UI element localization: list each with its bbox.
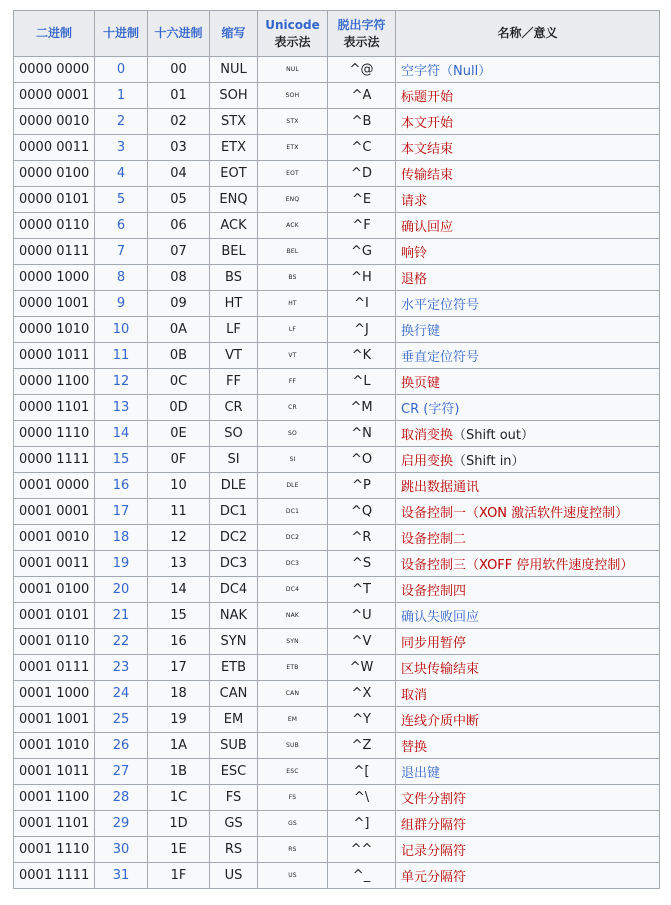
- decimal-link[interactable]: 30: [95, 837, 148, 863]
- binary-cell: 0000 1011: [14, 343, 95, 369]
- binary-cell: 0001 1101: [14, 811, 95, 837]
- abbr-cell: NAK: [210, 603, 258, 629]
- name-link[interactable]: 标题开始: [401, 90, 454, 105]
- name-cell: [396, 265, 660, 291]
- unicode-symbol: ENQ: [258, 187, 328, 213]
- table-row: [14, 681, 660, 707]
- name-cell: [396, 837, 660, 863]
- binary-cell: 0000 1010: [14, 317, 95, 343]
- decimal-link[interactable]: 27: [95, 759, 148, 785]
- decimal-link[interactable]: 19: [95, 551, 148, 577]
- name-cell: [396, 187, 660, 213]
- escape-cell: ^U: [328, 603, 396, 629]
- binary-cell: 0000 1100: [14, 369, 95, 395]
- hex-cell: 1C: [148, 785, 210, 811]
- name-cell: [396, 447, 660, 473]
- name-link[interactable]: 响铃: [401, 246, 428, 261]
- abbr-cell: VT: [210, 343, 258, 369]
- binary-cell: 0000 0111: [14, 239, 95, 265]
- escape-cell: ^H: [328, 265, 396, 291]
- unicode-symbol: HT: [258, 291, 328, 317]
- abbr-cell: ENQ: [210, 187, 258, 213]
- hex-cell: 18: [148, 681, 210, 707]
- decimal-link[interactable]: 29: [95, 811, 148, 837]
- escape-cell: ^A: [328, 83, 396, 109]
- table-row: [14, 447, 660, 473]
- abbr-cell: LF: [210, 317, 258, 343]
- abbr-cell: FS: [210, 785, 258, 811]
- abbr-cell: EOT: [210, 161, 258, 187]
- name-link[interactable]: 设备控制四: [401, 584, 467, 599]
- binary-cell: 0001 0110: [14, 629, 95, 655]
- hex-cell: 1D: [148, 811, 210, 837]
- decimal-link[interactable]: 25: [95, 707, 148, 733]
- escape-cell: ^]: [328, 811, 396, 837]
- decimal-link[interactable]: 26: [95, 733, 148, 759]
- binary-cell: 0000 0010: [14, 109, 95, 135]
- binary-cell: 0000 1111: [14, 447, 95, 473]
- table-row: [14, 187, 660, 213]
- name-link[interactable]: 取消: [401, 688, 428, 703]
- hex-cell: 14: [148, 577, 210, 603]
- table-row: [14, 421, 660, 447]
- abbr-cell: GS: [210, 811, 258, 837]
- name-link[interactable]: 设备控制二: [401, 532, 467, 547]
- table-row: [14, 603, 660, 629]
- abbr-cell: SO: [210, 421, 258, 447]
- binary-cell: 0000 1110: [14, 421, 95, 447]
- abbr-cell: SYN: [210, 629, 258, 655]
- abbr-cell: DC1: [210, 499, 258, 525]
- binary-cell: 0000 0001: [14, 83, 95, 109]
- escape-cell: ^G: [328, 239, 396, 265]
- name-link[interactable]: 退出键: [401, 766, 441, 781]
- unicode-symbol: DLE: [258, 473, 328, 499]
- abbr-cell: DLE: [210, 473, 258, 499]
- name-link[interactable]: 确认失败回应: [401, 610, 480, 625]
- table-row: [14, 161, 660, 187]
- name-link[interactable]: 换行键: [401, 324, 441, 339]
- name-note: （Shift out）: [453, 428, 534, 443]
- unicode-symbol: NAK: [258, 603, 328, 629]
- name-cell: [396, 109, 660, 135]
- hex-cell: 09: [148, 291, 210, 317]
- name-cell: [396, 213, 660, 239]
- name-link[interactable]: 启用变换: [401, 454, 454, 469]
- escape-cell: ^^: [328, 837, 396, 863]
- table-row: [14, 369, 660, 395]
- name-cell: [396, 551, 660, 577]
- header-decimal[interactable]: 十进制: [95, 11, 148, 57]
- unicode-symbol: VT: [258, 343, 328, 369]
- name-link[interactable]: 组群分隔符: [401, 818, 467, 833]
- hex-cell: 02: [148, 109, 210, 135]
- decimal-link[interactable]: 16: [95, 473, 148, 499]
- table-row: [14, 395, 660, 421]
- escape-cell: ^L: [328, 369, 396, 395]
- unicode-symbol: SO: [258, 421, 328, 447]
- name-link[interactable]: 请求: [401, 194, 428, 209]
- binary-cell: 0000 0110: [14, 213, 95, 239]
- binary-cell: 0001 1000: [14, 681, 95, 707]
- abbr-cell: NUL: [210, 57, 258, 83]
- header-binary[interactable]: 二进制: [14, 11, 95, 57]
- escape-cell: ^I: [328, 291, 396, 317]
- name-cell: [396, 525, 660, 551]
- decimal-link[interactable]: 3: [95, 135, 148, 161]
- escape-cell: ^F: [328, 213, 396, 239]
- unicode-symbol: BS: [258, 265, 328, 291]
- binary-cell: 0001 1111: [14, 863, 95, 889]
- binary-cell: 0000 0011: [14, 135, 95, 161]
- hex-cell: 0E: [148, 421, 210, 447]
- decimal-link[interactable]: 23: [95, 655, 148, 681]
- binary-cell: 0001 0100: [14, 577, 95, 603]
- name-cell: [396, 681, 660, 707]
- hex-cell: 1E: [148, 837, 210, 863]
- table-row: [14, 551, 660, 577]
- name-cell: [396, 577, 660, 603]
- binary-cell: 0001 1010: [14, 733, 95, 759]
- decimal-link[interactable]: 8: [95, 265, 148, 291]
- abbr-cell: RS: [210, 837, 258, 863]
- decimal-link[interactable]: 24: [95, 681, 148, 707]
- name-link[interactable]: 同步用暂停: [401, 636, 467, 651]
- escape-cell: ^[: [328, 759, 396, 785]
- name-cell: [396, 759, 660, 785]
- binary-cell: 0000 1001: [14, 291, 95, 317]
- name-link[interactable]: 跳出数据通讯: [401, 480, 480, 495]
- binary-cell: 0001 1110: [14, 837, 95, 863]
- decimal-link[interactable]: 5: [95, 187, 148, 213]
- name-link[interactable]: 垂直定位符号: [401, 350, 480, 365]
- table-row: [14, 473, 660, 499]
- name-link[interactable]: 确认回应: [401, 220, 454, 235]
- unicode-symbol: CR: [258, 395, 328, 421]
- unicode-symbol: RS: [258, 837, 328, 863]
- abbr-cell: BS: [210, 265, 258, 291]
- decimal-link[interactable]: 10: [95, 317, 148, 343]
- abbr-cell: HT: [210, 291, 258, 317]
- name-cell: [396, 499, 660, 525]
- name-link[interactable]: 取消变换: [401, 428, 454, 443]
- escape-cell: ^@: [328, 57, 396, 83]
- unicode-symbol: ETB: [258, 655, 328, 681]
- hex-cell: 07: [148, 239, 210, 265]
- escape-cell: ^B: [328, 109, 396, 135]
- unicode-symbol: DC2: [258, 525, 328, 551]
- name-link[interactable]: 区块传输结束: [401, 662, 480, 677]
- decimal-link[interactable]: 20: [95, 577, 148, 603]
- table-row: [14, 577, 660, 603]
- name-cell: [396, 343, 660, 369]
- escape-cell: ^N: [328, 421, 396, 447]
- name-cell: [396, 707, 660, 733]
- unicode-symbol: ETX: [258, 135, 328, 161]
- decimal-link[interactable]: 14: [95, 421, 148, 447]
- name-link[interactable]: 传输结束: [401, 168, 454, 183]
- ascii-control-table: [13, 10, 660, 889]
- unicode-symbol: EM: [258, 707, 328, 733]
- header-abbr[interactable]: 缩写: [210, 11, 258, 57]
- table-row: [14, 499, 660, 525]
- hex-cell: 05: [148, 187, 210, 213]
- name-link[interactable]: 换页键: [401, 376, 441, 391]
- hex-cell: 16: [148, 629, 210, 655]
- abbr-cell: ETB: [210, 655, 258, 681]
- abbr-cell: ETX: [210, 135, 258, 161]
- escape-cell: ^S: [328, 551, 396, 577]
- escape-cell: ^M: [328, 395, 396, 421]
- table-row: [14, 213, 660, 239]
- decimal-link[interactable]: 17: [95, 499, 148, 525]
- decimal-link[interactable]: 9: [95, 291, 148, 317]
- name-link[interactable]: 本文结束: [401, 142, 454, 157]
- escape-cell: ^Y: [328, 707, 396, 733]
- table-row: [14, 239, 660, 265]
- abbr-cell: EM: [210, 707, 258, 733]
- binary-cell: 0001 0101: [14, 603, 95, 629]
- escape-cell: ^Q: [328, 499, 396, 525]
- hex-cell: 1F: [148, 863, 210, 889]
- hex-cell: 10: [148, 473, 210, 499]
- abbr-cell: DC3: [210, 551, 258, 577]
- hex-cell: 13: [148, 551, 210, 577]
- name-cell: [396, 83, 660, 109]
- unicode-symbol: NUL: [258, 57, 328, 83]
- decimal-link[interactable]: 22: [95, 629, 148, 655]
- name-cell: [396, 291, 660, 317]
- decimal-link[interactable]: 2: [95, 109, 148, 135]
- header-name: 名称／意义: [396, 11, 660, 57]
- name-link[interactable]: 记录分隔符: [401, 844, 467, 859]
- decimal-link[interactable]: 15: [95, 447, 148, 473]
- name-link[interactable]: CR (字符): [401, 402, 460, 417]
- hex-cell: 15: [148, 603, 210, 629]
- escape-cell: ^P: [328, 473, 396, 499]
- escape-cell: ^D: [328, 161, 396, 187]
- hex-cell: 17: [148, 655, 210, 681]
- escape-cell: ^K: [328, 343, 396, 369]
- escape-cell: ^X: [328, 681, 396, 707]
- hex-cell: 0B: [148, 343, 210, 369]
- table-row: [14, 837, 660, 863]
- hex-cell: 1B: [148, 759, 210, 785]
- name-note: （Shift in）: [453, 454, 525, 469]
- unicode-symbol: US: [258, 863, 328, 889]
- table-row: [14, 629, 660, 655]
- decimal-link[interactable]: 4: [95, 161, 148, 187]
- hex-cell: 01: [148, 83, 210, 109]
- table-row: [14, 343, 660, 369]
- binary-cell: 0001 0000: [14, 473, 95, 499]
- hex-cell: 03: [148, 135, 210, 161]
- table-row: [14, 109, 660, 135]
- escape-cell: ^_: [328, 863, 396, 889]
- escape-cell: ^\: [328, 785, 396, 811]
- table-row: [14, 785, 660, 811]
- hex-cell: 0A: [148, 317, 210, 343]
- name-link[interactable]: 空字符（Null）: [401, 64, 492, 79]
- binary-cell: 0001 0011: [14, 551, 95, 577]
- name-cell: [396, 629, 660, 655]
- abbr-cell: ACK: [210, 213, 258, 239]
- abbr-cell: SOH: [210, 83, 258, 109]
- hex-cell: 0D: [148, 395, 210, 421]
- name-cell: [396, 733, 660, 759]
- unicode-symbol: LF: [258, 317, 328, 343]
- table-row: [14, 655, 660, 681]
- abbr-cell: ESC: [210, 759, 258, 785]
- decimal-link[interactable]: 18: [95, 525, 148, 551]
- table-row: [14, 525, 660, 551]
- name-link[interactable]: 替换: [401, 740, 428, 755]
- decimal-link[interactable]: 0: [95, 57, 148, 83]
- hex-cell: 12: [148, 525, 210, 551]
- header-escape[interactable]: 脱出字符 表示法: [328, 11, 396, 57]
- abbr-cell: STX: [210, 109, 258, 135]
- hex-cell: 04: [148, 161, 210, 187]
- unicode-symbol: SOH: [258, 83, 328, 109]
- name-link[interactable]: 退格: [401, 272, 428, 287]
- name-cell: [396, 473, 660, 499]
- name-link[interactable]: 本文开始: [401, 116, 454, 131]
- name-link[interactable]: 水平定位符号: [401, 298, 480, 313]
- name-cell: [396, 135, 660, 161]
- escape-cell: ^T: [328, 577, 396, 603]
- name-cell: [396, 317, 660, 343]
- binary-cell: 0001 0010: [14, 525, 95, 551]
- table-row: [14, 863, 660, 889]
- table-row: [14, 265, 660, 291]
- table-row: [14, 733, 660, 759]
- escape-cell: ^R: [328, 525, 396, 551]
- unicode-symbol: FS: [258, 785, 328, 811]
- binary-cell: 0000 0000: [14, 57, 95, 83]
- name-link[interactable]: 设备控制三（XOFF 停用软件速度控制）: [401, 558, 634, 573]
- table-row: [14, 83, 660, 109]
- unicode-symbol: BEL: [258, 239, 328, 265]
- abbr-cell: FF: [210, 369, 258, 395]
- unicode-symbol: GS: [258, 811, 328, 837]
- unicode-symbol: CAN: [258, 681, 328, 707]
- table-row: [14, 759, 660, 785]
- name-cell: [396, 161, 660, 187]
- escape-cell: ^W: [328, 655, 396, 681]
- table-row: [14, 135, 660, 161]
- hex-cell: 11: [148, 499, 210, 525]
- decimal-link[interactable]: 7: [95, 239, 148, 265]
- name-link[interactable]: 连线介质中断: [401, 714, 480, 729]
- binary-cell: 0000 1000: [14, 265, 95, 291]
- unicode-symbol: DC1: [258, 499, 328, 525]
- header-row: [14, 11, 660, 57]
- abbr-cell: DC2: [210, 525, 258, 551]
- escape-cell: ^E: [328, 187, 396, 213]
- header-hex[interactable]: 十六进制: [148, 11, 210, 57]
- abbr-cell: US: [210, 863, 258, 889]
- unicode-symbol: ESC: [258, 759, 328, 785]
- name-cell: [396, 603, 660, 629]
- abbr-cell: SI: [210, 447, 258, 473]
- decimal-link[interactable]: 31: [95, 863, 148, 889]
- unicode-symbol: DC4: [258, 577, 328, 603]
- hex-cell: 1A: [148, 733, 210, 759]
- decimal-link[interactable]: 12: [95, 369, 148, 395]
- decimal-link[interactable]: 21: [95, 603, 148, 629]
- abbr-cell: DC4: [210, 577, 258, 603]
- binary-cell: 0000 0100: [14, 161, 95, 187]
- hex-cell: 19: [148, 707, 210, 733]
- name-cell: [396, 239, 660, 265]
- decimal-link[interactable]: 11: [95, 343, 148, 369]
- unicode-symbol: FF: [258, 369, 328, 395]
- table-row: [14, 317, 660, 343]
- abbr-cell: CR: [210, 395, 258, 421]
- binary-cell: 0001 1100: [14, 785, 95, 811]
- decimal-link[interactable]: 1: [95, 83, 148, 109]
- name-cell: [396, 421, 660, 447]
- binary-cell: 0001 1001: [14, 707, 95, 733]
- name-cell: [396, 369, 660, 395]
- unicode-symbol: EOT: [258, 161, 328, 187]
- header-unicode[interactable]: Unicode 表示法: [258, 11, 328, 57]
- binary-cell: 0001 0001: [14, 499, 95, 525]
- unicode-symbol: DC3: [258, 551, 328, 577]
- decimal-link[interactable]: 6: [95, 213, 148, 239]
- hex-cell: 0C: [148, 369, 210, 395]
- abbr-cell: SUB: [210, 733, 258, 759]
- name-cell: [396, 785, 660, 811]
- escape-cell: ^C: [328, 135, 396, 161]
- name-link[interactable]: 文件分割符: [401, 792, 467, 807]
- escape-cell: ^J: [328, 317, 396, 343]
- unicode-symbol: ACK: [258, 213, 328, 239]
- decimal-link[interactable]: 13: [95, 395, 148, 421]
- binary-cell: 0000 1101: [14, 395, 95, 421]
- table-row: [14, 57, 660, 83]
- name-link[interactable]: 单元分隔符: [401, 870, 467, 885]
- name-cell: [396, 57, 660, 83]
- table-row: [14, 707, 660, 733]
- hex-cell: 0F: [148, 447, 210, 473]
- unicode-symbol: SYN: [258, 629, 328, 655]
- unicode-symbol: SI: [258, 447, 328, 473]
- unicode-symbol: STX: [258, 109, 328, 135]
- table-row: [14, 811, 660, 837]
- escape-cell: ^Z: [328, 733, 396, 759]
- decimal-link[interactable]: 28: [95, 785, 148, 811]
- hex-cell: 00: [148, 57, 210, 83]
- abbr-cell: CAN: [210, 681, 258, 707]
- name-link[interactable]: 设备控制一（XON 激活软件速度控制）: [401, 506, 629, 521]
- hex-cell: 06: [148, 213, 210, 239]
- name-cell: [396, 863, 660, 889]
- binary-cell: 0001 1011: [14, 759, 95, 785]
- abbr-cell: BEL: [210, 239, 258, 265]
- name-cell: [396, 395, 660, 421]
- name-cell: [396, 655, 660, 681]
- escape-cell: ^V: [328, 629, 396, 655]
- unicode-symbol: SUB: [258, 733, 328, 759]
- binary-cell: 0000 0101: [14, 187, 95, 213]
- binary-cell: 0001 0111: [14, 655, 95, 681]
- escape-cell: ^O: [328, 447, 396, 473]
- name-cell: [396, 811, 660, 837]
- hex-cell: 08: [148, 265, 210, 291]
- table-row: [14, 291, 660, 317]
